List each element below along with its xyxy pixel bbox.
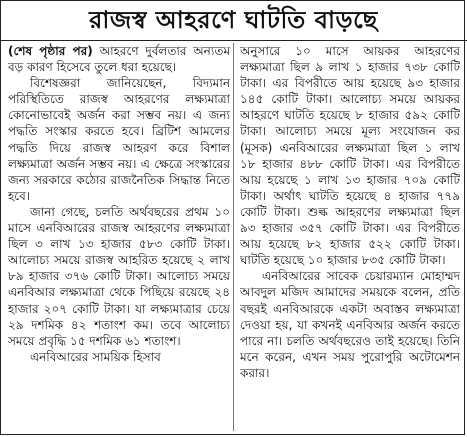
paragraph: অনুসারে ১০ মাসে আয়কর আহরণের লক্ষ্যমাত্রা ছিল ৯ লাখ ১ হাজার ৭৩৮ কোটি টাকা। এর বিপরীতে আয় হয়েছে ৯৩ হাজার ১৪৫ কোটি টাকা। আলোচ্য সময়ে আয়কর আহরণে ঘাটতি হয়েছে ৮ হাজার ৫৯২ কোটি টাকা। আলোচ্য সময়ে মূল্য সংযোজন কর (মূসক) এনবিআরের লক্ষ্যমাত্রা ছিল ১ লাখ ১৮ হাজার ৪৮৮ কোটি টাকা। এর বিপরীতে আয় হয়েছে ১ লাখ ১৩ হাজার ৭০৯ কোটি টাকা। অর্থাৎ ঘাটতি হয়েছে ৪ হাজার ৭৭৯ কোটি টাকা। শুল্ক আহরণের লক্ষ্যমাত্রা ছিল ৯৩ হাজার ৩৫৭ কোটি টাকা। এর বিপরীতে আয় হয়েছে ৮২ হাজার ৫২২ কোটি টাকা। ঘাটতি হয়েছে ১০ হাজার ৮৩৫ কোটি টাকা। <box>240 44 460 268</box>
paragraph: এনবিআরের সাবেক চেয়ারম্যান মোহাম্মদ আবদুল মজিদ আমাদের সময়কে বলেন, প্রতি বছরই এনবিআরকে একটা অবাস্তব লক্ষ্যমাত্রা দেওয়া হয়, যা কখনই এনবিআর অর্জন করতে পারে না। চলতি অর্থবছরেও তাই হয়েছে। তিনি মনে করেন, এখন সময় পুরোপুরি অটোমেশন করার। <box>240 269 460 380</box>
column-divider <box>233 43 234 431</box>
paragraph <box>8 43 230 75</box>
paragraph: বিশেষজ্ঞরা জানিয়েছেন, বিদ্যমান পরিস্থিতিতে রাজস্ব আহরণের লক্ষ্যমাত্রা কোনোভাবেই অর্জন করা সম্ভব নয়। এ জন্য পদ্ধতি সংস্কার করতে হবে। ব্রিটিশ আমলের পদ্ধতি দিয়ে রাজস্ব আহরণ করে বিশাল লক্ষ্যমাত্রা অর্জন সম্ভব নয়। এ ক্ষেত্রে সংস্কারের জন্য সরকারে কঠোর রাজনৈতিক সিদ্ধান্ত নিতে হবে। <box>8 76 230 203</box>
paragraph: এনবিআরের সাময়িক হিসাব <box>30 349 161 364</box>
continued-label: (শেষ পৃষ্ঠার পর) <box>8 44 93 58</box>
right-column <box>240 43 460 433</box>
paragraph: জানা গেছে, চলতি অর্থবছরের প্রথম ১০ মাসে এনবিআরের রাজস্ব আহরণের লক্ষ্যমাত্রা ছিল ৩ লাখ ১৩ হাজার ৫৮৩ কোটি টাকা। আলোচ্য সময়ে রাজস্ব আহরিত হয়েছে ২ লাখ ৮৯ হাজার ৩৭৬ কোটি টাকা। আলোচ্য সময়ে এনবিআর লক্ষ্যমাত্রা থেকে পিছিয়ে রয়েছে ২৪ হাজার ২০৭ কোটি টাকা। যা লক্ষ্যমাত্রার চেয়ে ২৯ দশমিক ৪২ শতাংশ কম। তবে আলোচ্য সময়ে প্রবৃদ্ধি ১৫ দশমিক ৬১ শতাংশ। <box>8 204 230 348</box>
left-column <box>8 43 230 433</box>
paragraph-text: আহরণে দুর্বলতার অন্যতম বড় কারণ হিসেবে তুলে ধরা হয়েছে। <box>8 44 230 75</box>
headline-bar <box>0 0 467 41</box>
headline: রাজস্ব আহরণে ঘাটতি বাড়ছে <box>89 6 378 34</box>
